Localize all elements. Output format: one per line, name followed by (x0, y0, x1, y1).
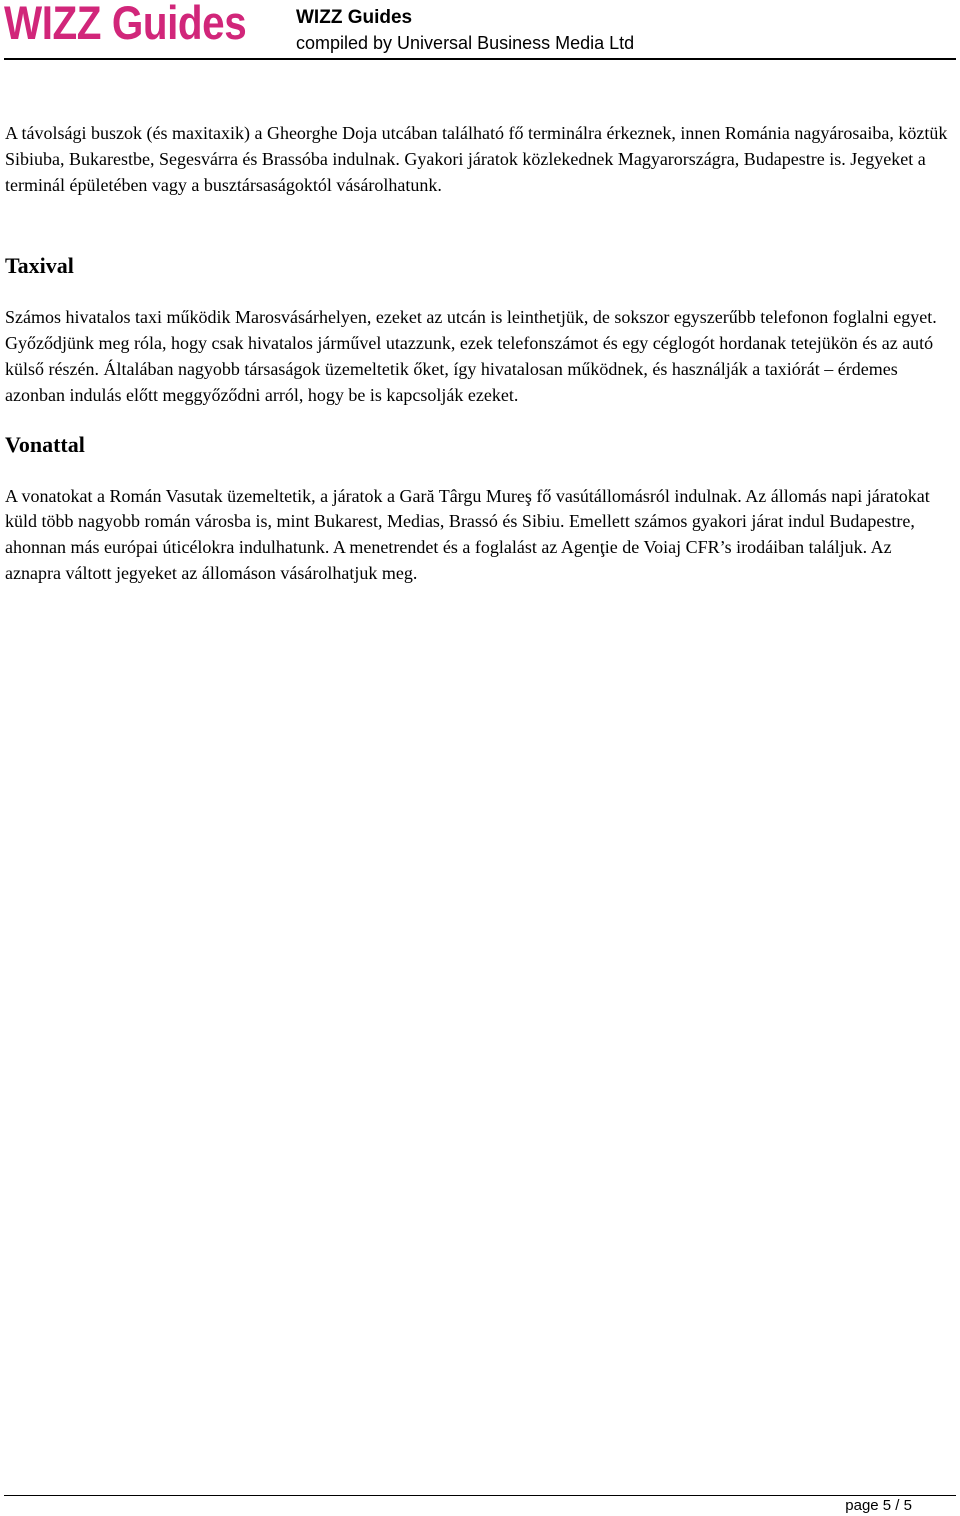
header-divider (4, 58, 956, 60)
header-subtitle: compiled by Universal Business Media Ltd (296, 33, 635, 53)
page-header (0, 0, 960, 60)
wizz-guides-logo: WIZZ Guides (4, 0, 247, 49)
train-paragraph: A vonatokat a Román Vasutak üzemeltetik, a járatok a Gară Târgu Mureş fő vasútállomásról indulnak. Az állomás napi járatokat küld több nagyobb román városba is, mint Bukarest, Medias, Brassó és Sibiu. Emellett számos gyakori járat indul Budapestre, ahonnan más európai úticélokra indulhatunk. A menetrendet és a foglalást az Agenţie de Voiaj CFR’s irodáiban találjuk. Az aznapra váltott jegyeket az állomáson vásárolhatjuk meg. (5, 485, 930, 583)
page-number: page 5 / 5 (845, 1497, 912, 1514)
train-heading: Vonattal (5, 431, 85, 457)
intro-paragraph: A távolsági buszok (és maxitaxik) a Gheorghe Doja utcában található fő terminálra érkeznek, innen Románia nagyárosaiba, köztük Sibiuba, Bukarestbe, Segesvárra és Brassóba indulnak. Gyakori járatok közlekednek Magyarországra, Budapestre is. Jegyeket a terminál épületében vagy a busztársaságoktól vásárolhatunk. (5, 123, 948, 195)
taxi-heading: Taxival (5, 253, 74, 279)
header-title: WIZZ Guides (296, 7, 413, 28)
footer-divider (4, 1495, 956, 1496)
taxi-paragraph: Számos hivatalos taxi működik Marosvásárhelyen, ezeket az utcán is leinthetjük, de sokszor egyszerűbb telefonon foglalni egyet. Győződjünk meg róla, hogy csak hivatalos járművel utazzunk, ezek telefonszámot és egy céglogót hordanak tetejükön és az autó külső részén. Általában nagyobb társaságok üzemeltetik őket, így hivatalosan működnek, és használják a taxiórát – érdemes azonban indulás előtt meggyőződni arról, hogy be is kapcsolják ezeket. (5, 307, 937, 405)
page-content (5, 121, 950, 587)
